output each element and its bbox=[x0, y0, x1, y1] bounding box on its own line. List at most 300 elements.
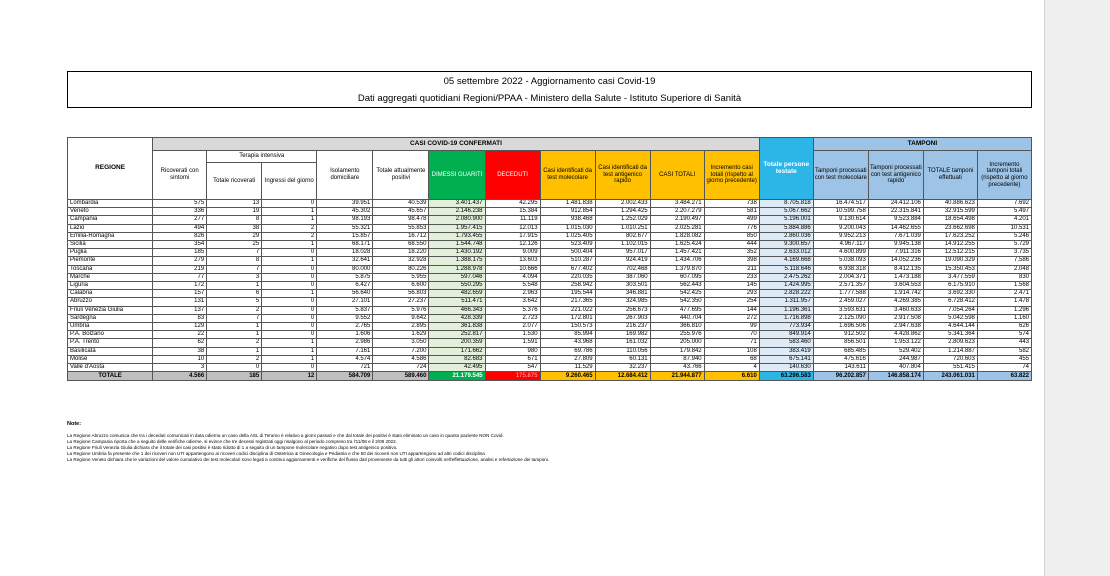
cell-tot: 562.443 bbox=[650, 282, 704, 290]
cell-pos: 6.600 bbox=[373, 282, 429, 290]
cell-t-mol: 2.571.357 bbox=[813, 282, 868, 290]
cell-t-ant: 9.945.138 bbox=[868, 241, 923, 249]
cell-isol: 9.552 bbox=[317, 314, 373, 322]
cell-ti-ing: 0 bbox=[262, 282, 317, 290]
header-casi-totali: CASI TOTALI bbox=[650, 151, 704, 200]
cell-deceduti: 671 bbox=[485, 355, 540, 363]
cell-deceduti: 9.009 bbox=[485, 249, 540, 257]
cell-t-ant: 1.953.122 bbox=[868, 339, 923, 347]
cell-t-mol: 1.696.506 bbox=[813, 323, 868, 331]
cell-ant: 60.131 bbox=[595, 355, 650, 363]
cell-inc: 850 bbox=[704, 232, 759, 240]
cell-ant: 303.501 bbox=[595, 282, 650, 290]
cell-ricoverati: 185 bbox=[153, 249, 207, 257]
cell-dimessi: 428.339 bbox=[429, 314, 485, 322]
cell-regione: Lazio bbox=[68, 224, 153, 232]
cell-deceduti: 2.077 bbox=[485, 323, 540, 331]
cell-t-ant: 24.412.106 bbox=[868, 200, 923, 208]
cell-dimessi: 550.295 bbox=[429, 282, 485, 290]
cell-dimessi: 1.288.978 bbox=[429, 265, 485, 273]
cell-mol: 69.786 bbox=[540, 347, 595, 355]
cell-regione: Campania bbox=[68, 216, 153, 224]
table-row bbox=[68, 257, 1032, 265]
cell-ti-tot: 0 bbox=[207, 364, 262, 372]
cell-deceduti: 13.603 bbox=[485, 257, 540, 265]
cell-deceduti: 10.666 bbox=[485, 265, 540, 273]
header-tamponi-totale: TOTALE tamponi effettuati bbox=[923, 151, 977, 200]
header-ti-totale: Totale ricoverati bbox=[207, 163, 262, 200]
cell-ti-ing: 0 bbox=[262, 306, 317, 314]
cell-t-inc: 74 bbox=[977, 364, 1031, 372]
cell-ricoverati: 137 bbox=[153, 306, 207, 314]
cell-dimessi: 1.544.748 bbox=[429, 241, 485, 249]
cell-t-ant: 3.460.633 bbox=[868, 306, 923, 314]
cell-t-inc: 10.531 bbox=[977, 224, 1031, 232]
cell-t-tot: 17.623.252 bbox=[923, 232, 977, 240]
cell-t-tot: 15.350.453 bbox=[923, 265, 977, 273]
cell-ti-ing: 1 bbox=[262, 290, 317, 298]
cell-ti-ing: 1 bbox=[262, 241, 317, 249]
cell-inc: 738 bbox=[704, 200, 759, 208]
cell-isol: 55.321 bbox=[317, 224, 373, 232]
cell-t-inc: 1.160 bbox=[977, 314, 1031, 322]
cell-persone: 5.067.662 bbox=[759, 208, 813, 216]
cell-t-inc: 2.048 bbox=[977, 265, 1031, 273]
cell-mol: 221.022 bbox=[540, 306, 595, 314]
total-isol: 584.709 bbox=[317, 372, 373, 381]
report-header bbox=[67, 71, 1032, 108]
cell-ti-ing: 1 bbox=[262, 355, 317, 363]
cell-t-ant: 529.402 bbox=[868, 347, 923, 355]
cell-deceduti: 15.384 bbox=[485, 208, 540, 216]
cell-t-inc: 2.471 bbox=[977, 290, 1031, 298]
total-t-inc: 63.822 bbox=[977, 372, 1031, 381]
cell-isol: 7.161 bbox=[317, 347, 373, 355]
note-line: La Regione Umbria fa presente che 1 dei ricoveri non UTI appartengono ai ricoveri codici disciplina di Ostetricia & Ginecologia e Pediatria e che 50 dei ricoveri non UTI appartengono ad altri codici disciplina bbox=[67, 451, 485, 457]
cell-t-tot: 18.654.498 bbox=[923, 216, 977, 224]
cell-persone: 140.630 bbox=[759, 364, 813, 372]
cell-ti-tot: 2 bbox=[207, 306, 262, 314]
cell-t-mol: 9.952.213 bbox=[813, 232, 868, 240]
cell-t-tot: 40.886.623 bbox=[923, 200, 977, 208]
table-row bbox=[68, 216, 1032, 224]
cell-ant: 256.673 bbox=[595, 306, 650, 314]
total-persone: 63.296.583 bbox=[759, 372, 813, 381]
cell-t-ant: 14.462.655 bbox=[868, 224, 923, 232]
cell-isol: 18.028 bbox=[317, 249, 373, 257]
cell-t-mol: 16.474.517 bbox=[813, 200, 868, 208]
cell-ti-tot: 1 bbox=[207, 331, 262, 339]
header-persone-testate: Totale persone testate bbox=[759, 138, 813, 200]
cell-pos: 45.657 bbox=[373, 208, 429, 216]
cell-pos: 32.928 bbox=[373, 257, 429, 265]
cell-pos: 5.976 bbox=[373, 306, 429, 314]
cell-ti-ing: 2 bbox=[262, 232, 317, 240]
cell-ti-tot: 3 bbox=[207, 273, 262, 281]
viewer-side-panel bbox=[1044, 0, 1110, 576]
cell-pos: 2.895 bbox=[373, 323, 429, 331]
table-row bbox=[68, 298, 1032, 306]
table-row bbox=[68, 314, 1032, 322]
total-ti-tot: 185 bbox=[207, 372, 262, 381]
cell-deceduti: 5.376 bbox=[485, 306, 540, 314]
cell-ti-ing: 0 bbox=[262, 298, 317, 306]
cell-t-ant: 244.987 bbox=[868, 355, 923, 363]
cell-inc: 144 bbox=[704, 306, 759, 314]
cell-isol: 39.951 bbox=[317, 200, 373, 208]
cell-ti-ing: 0 bbox=[262, 323, 317, 331]
cell-t-mol: 4.600.899 bbox=[813, 249, 868, 257]
cell-t-mol: 2.459.027 bbox=[813, 298, 868, 306]
note-line: La Regione Veneto dichiara che le variazioni del valore cumulativo dei test molecolari sono legati a continui aggiornamenti e verifiche del flusso dati proveniente da tutti gli attori coinvolti nell'effettuazione, analisi e refertazione dei tamponi. bbox=[67, 457, 550, 463]
cell-deceduti: 2.963 bbox=[485, 290, 540, 298]
cell-ti-tot: 7 bbox=[207, 314, 262, 322]
cell-mol: 912.854 bbox=[540, 208, 595, 216]
cell-t-tot: 14.912.255 bbox=[923, 241, 977, 249]
cell-regione: Toscana bbox=[68, 265, 153, 273]
cell-regione: Valle d'Aosta bbox=[68, 364, 153, 372]
cell-isol: 5.875 bbox=[317, 273, 373, 281]
cell-tot: 366.810 bbox=[650, 323, 704, 331]
cell-persone: 383.419 bbox=[759, 347, 813, 355]
cell-ricoverati: 38 bbox=[153, 347, 207, 355]
header-incremento: Incremento casi totali (rispetto al giorno precedente) bbox=[704, 151, 759, 200]
cell-t-ant: 1.473.188 bbox=[868, 273, 923, 281]
cell-mol: 195.544 bbox=[540, 290, 595, 298]
table-row bbox=[68, 232, 1032, 240]
cell-isol: 98.193 bbox=[317, 216, 373, 224]
cell-persone: 1.196.361 bbox=[759, 306, 813, 314]
cell-persone: 583.460 bbox=[759, 339, 813, 347]
cell-ti-ing: 0 bbox=[262, 273, 317, 281]
total-t-mol: 96.202.857 bbox=[813, 372, 868, 381]
cell-ti-tot: 38 bbox=[207, 224, 262, 232]
cell-ti-ing: 1 bbox=[262, 216, 317, 224]
cell-tot: 542.350 bbox=[650, 298, 704, 306]
cell-persone: 9.300.657 bbox=[759, 241, 813, 249]
table-row bbox=[68, 241, 1032, 249]
cell-t-mol: 6.938.318 bbox=[813, 265, 868, 273]
cell-isol: 15.857 bbox=[317, 232, 373, 240]
cell-ricoverati: 10 bbox=[153, 355, 207, 363]
cell-pos: 55.853 bbox=[373, 224, 429, 232]
cell-ti-tot: 2 bbox=[207, 355, 262, 363]
cell-ant: 924.419 bbox=[595, 257, 650, 265]
cell-dimessi: 597.046 bbox=[429, 273, 485, 281]
table-row bbox=[68, 323, 1032, 331]
cell-isol: 45.302 bbox=[317, 208, 373, 216]
cell-dimessi: 252.817 bbox=[429, 331, 485, 339]
total-ti-ing: 12 bbox=[262, 372, 317, 381]
cell-inc: 71 bbox=[704, 339, 759, 347]
total-regione: TOTALE bbox=[68, 372, 153, 381]
cell-ricoverati: 83 bbox=[153, 314, 207, 322]
header-casi-molecolare: Casi identificati da test molecolare bbox=[540, 151, 595, 200]
cell-t-tot: 5.341.364 bbox=[923, 331, 977, 339]
cell-ricoverati: 129 bbox=[153, 323, 207, 331]
cell-t-inc: 5.729 bbox=[977, 241, 1031, 249]
cell-ti-ing: 1 bbox=[262, 347, 317, 355]
cell-isol: 6.427 bbox=[317, 282, 373, 290]
cell-ti-ing: 0 bbox=[262, 364, 317, 372]
cell-t-tot: 3.477.559 bbox=[923, 273, 977, 281]
cell-t-inc: 3.735 bbox=[977, 249, 1031, 257]
table-row bbox=[68, 306, 1032, 314]
cell-regione: Puglia bbox=[68, 249, 153, 257]
total-ricoverati: 4.566 bbox=[153, 372, 207, 381]
cell-isol: 56.640 bbox=[317, 290, 373, 298]
cell-mol: 11.529 bbox=[540, 364, 595, 372]
cell-ant: 346.881 bbox=[595, 290, 650, 298]
cell-tot: 205.000 bbox=[650, 339, 704, 347]
cell-t-tot: 12.512.215 bbox=[923, 249, 977, 257]
cell-t-inc: 5.497 bbox=[977, 208, 1031, 216]
cell-mol: 1.015.030 bbox=[540, 224, 595, 232]
cell-pos: 18.220 bbox=[373, 249, 429, 257]
cell-t-mol: 1.777.588 bbox=[813, 290, 868, 298]
cell-tot: 3.484.271 bbox=[650, 200, 704, 208]
cell-t-inc: 830 bbox=[977, 273, 1031, 281]
cell-persone: 773.934 bbox=[759, 323, 813, 331]
total-t-tot: 243.061.031 bbox=[923, 372, 977, 381]
cell-inc: 293 bbox=[704, 290, 759, 298]
cell-t-tot: 23.662.698 bbox=[923, 224, 977, 232]
cell-tot: 1.457.421 bbox=[650, 249, 704, 257]
cell-t-ant: 3.604.553 bbox=[868, 282, 923, 290]
cell-isol: 1.606 bbox=[317, 331, 373, 339]
header-isolamento: Isolamento domiciliare bbox=[317, 151, 373, 200]
cell-ant: 216.237 bbox=[595, 323, 650, 331]
cell-ant: 110.056 bbox=[595, 347, 650, 355]
cell-t-inc: 1.568 bbox=[977, 282, 1031, 290]
cell-ti-tot: 8 bbox=[207, 257, 262, 265]
cell-t-ant: 7.671.039 bbox=[868, 232, 923, 240]
cell-tot: 1.828.082 bbox=[650, 232, 704, 240]
cell-pos: 56.803 bbox=[373, 290, 429, 298]
cell-ricoverati: 494 bbox=[153, 224, 207, 232]
cell-isol: 4.574 bbox=[317, 355, 373, 363]
header-ti-ingressi: Ingressi del giorno bbox=[262, 163, 317, 200]
cell-mol: 1.481.838 bbox=[540, 200, 595, 208]
cell-t-ant: 2.917.508 bbox=[868, 314, 923, 322]
cell-ricoverati: 22 bbox=[153, 331, 207, 339]
note-line: La Regione Friuli Venezia Giulia dichiara che il totale dei casi positivi è stato ridotto di 1 a seguito di un tampone molecolare negativo dopo test antigenico positivo. bbox=[67, 445, 398, 451]
cell-ti-tot: 7 bbox=[207, 265, 262, 273]
cell-ti-tot: 19 bbox=[207, 208, 262, 216]
cell-t-inc: 574 bbox=[977, 331, 1031, 339]
cell-dimessi: 1.793.455 bbox=[429, 232, 485, 240]
cell-t-tot: 6.175.910 bbox=[923, 282, 977, 290]
cell-tot: 2.190.497 bbox=[650, 216, 704, 224]
cell-t-ant: 4.269.385 bbox=[868, 298, 923, 306]
cell-t-mol: 2.125.090 bbox=[813, 314, 868, 322]
report-subtitle: Dati aggregati quotidiani Regioni/PPAA - Ministero della Salute - Istituto Superiore di Sanità bbox=[357, 93, 742, 104]
cell-ricoverati: 77 bbox=[153, 273, 207, 281]
cell-t-mol: 9.130.614 bbox=[813, 216, 868, 224]
cell-pos: 16.712 bbox=[373, 232, 429, 240]
cell-ant: 1.294.425 bbox=[595, 208, 650, 216]
cell-persone: 849.914 bbox=[759, 331, 813, 339]
cell-t-inc: 1.478 bbox=[977, 298, 1031, 306]
cell-pos: 9.642 bbox=[373, 314, 429, 322]
cell-ti-tot: 1 bbox=[207, 323, 262, 331]
cell-pos: 4.586 bbox=[373, 355, 429, 363]
cell-t-inc: 7.586 bbox=[977, 257, 1031, 265]
cell-inc: 4 bbox=[704, 364, 759, 372]
table-row bbox=[68, 200, 1032, 208]
header-positivi: Totale attualmente positivi bbox=[373, 151, 429, 200]
cell-inc: 70 bbox=[704, 331, 759, 339]
table-row bbox=[68, 364, 1032, 372]
header-ricoverati: Ricoverati con sintomi bbox=[153, 151, 207, 200]
cell-persone: 1.424.995 bbox=[759, 282, 813, 290]
header-tamponi-molecolare: Tamponi processati con test molecolare bbox=[813, 151, 868, 200]
cell-ti-ing: 0 bbox=[262, 265, 317, 273]
cell-dimessi: 511.471 bbox=[429, 298, 485, 306]
group-tamponi: TAMPONI bbox=[813, 138, 1031, 151]
cell-dimessi: 200.359 bbox=[429, 339, 485, 347]
cell-ant: 702.468 bbox=[595, 265, 650, 273]
cell-ricoverati: 336 bbox=[153, 208, 207, 216]
table-row bbox=[68, 331, 1032, 339]
note-line: La Regione Abruzzo comunica che tra i deceduti comunicati in data odierna un caso della ASL di Teramo è relativo a giorni passati e che dal totale dei positivi è stato eliminato un caso in quanto paziente NON Covid. bbox=[67, 433, 504, 439]
cell-tot: 87.940 bbox=[650, 355, 704, 363]
cell-ti-tot: 29 bbox=[207, 232, 262, 240]
cell-dimessi: 1.430.192 bbox=[429, 249, 485, 257]
cell-t-mol: 685.485 bbox=[813, 347, 868, 355]
notes-list bbox=[67, 433, 967, 463]
cell-t-tot: 3.692.330 bbox=[923, 290, 977, 298]
cell-tot: 477.695 bbox=[650, 306, 704, 314]
table-body bbox=[68, 200, 1032, 381]
cell-regione: Marche bbox=[68, 273, 153, 281]
cell-ti-ing: 0 bbox=[262, 249, 317, 257]
total-dimessi: 21.179.545 bbox=[429, 372, 485, 381]
cell-ant: 387.060 bbox=[595, 273, 650, 281]
cell-ricoverati: 219 bbox=[153, 265, 207, 273]
cell-inc: 444 bbox=[704, 241, 759, 249]
cell-t-mol: 912.502 bbox=[813, 331, 868, 339]
cell-dimessi: 3.401.437 bbox=[429, 200, 485, 208]
table-row bbox=[68, 265, 1032, 273]
table-row bbox=[68, 249, 1032, 257]
cell-persone: 5.196.001 bbox=[759, 216, 813, 224]
cell-ricoverati: 826 bbox=[153, 232, 207, 240]
cell-ti-ing: 0 bbox=[262, 314, 317, 322]
table-row bbox=[68, 224, 1032, 232]
cell-t-ant: 8.412.135 bbox=[868, 265, 923, 273]
cell-ti-tot: 1 bbox=[207, 347, 262, 355]
cell-t-tot: 7.054.264 bbox=[923, 306, 977, 314]
cell-ant: 161.032 bbox=[595, 339, 650, 347]
total-tot: 21.944.877 bbox=[650, 372, 704, 381]
group-casi-confermati: CASI COVID-19 CONFERMATI bbox=[153, 138, 760, 151]
cell-tot: 43.766 bbox=[650, 364, 704, 372]
cell-dimessi: 361.838 bbox=[429, 323, 485, 331]
cell-tot: 2.025.281 bbox=[650, 224, 704, 232]
cell-inc: 108 bbox=[704, 347, 759, 355]
header-tamponi-antigenico: Tamponi processati con test antigenico rapido bbox=[868, 151, 923, 200]
cell-mol: 677.402 bbox=[540, 265, 595, 273]
report-title: 05 settembre 2022 - Aggiornamento casi Covid-19 bbox=[443, 76, 656, 87]
cell-t-tot: 4.644.144 bbox=[923, 323, 977, 331]
cell-ricoverati: 62 bbox=[153, 339, 207, 347]
cell-inc: 211 bbox=[704, 265, 759, 273]
cell-deceduti: 1.591 bbox=[485, 339, 540, 347]
cell-t-mol: 4.967.117 bbox=[813, 241, 868, 249]
cell-ti-ing: 1 bbox=[262, 208, 317, 216]
cell-ti-tot: 2 bbox=[207, 339, 262, 347]
cell-deceduti: 3.642 bbox=[485, 298, 540, 306]
cell-regione: Abruzzo bbox=[68, 298, 153, 306]
cell-regione: Molise bbox=[68, 355, 153, 363]
cell-deceduti: 4.094 bbox=[485, 273, 540, 281]
cell-t-inc: 582 bbox=[977, 347, 1031, 355]
header-tamponi-incremento: Incremento tamponi totali (rispetto al giorno precedente) bbox=[977, 151, 1031, 200]
cell-ti-tot: 5 bbox=[207, 298, 262, 306]
cell-pos: 98.478 bbox=[373, 216, 429, 224]
cell-mol: 27.809 bbox=[540, 355, 595, 363]
cell-ricoverati: 131 bbox=[153, 298, 207, 306]
cell-t-mol: 475.616 bbox=[813, 355, 868, 363]
cell-ti-tot: 8 bbox=[207, 216, 262, 224]
cell-tot: 542.425 bbox=[650, 290, 704, 298]
cell-persone: 2.475.262 bbox=[759, 273, 813, 281]
cell-t-tot: 5.042.598 bbox=[923, 314, 977, 322]
table-row bbox=[68, 355, 1032, 363]
cell-regione: Liguria bbox=[68, 282, 153, 290]
cell-persone: 675.141 bbox=[759, 355, 813, 363]
cell-isol: 27.101 bbox=[317, 298, 373, 306]
cell-ant: 1.102.015 bbox=[595, 241, 650, 249]
cell-t-ant: 4.428.862 bbox=[868, 331, 923, 339]
cell-dimessi: 482.659 bbox=[429, 290, 485, 298]
cell-ricoverati: 575 bbox=[153, 200, 207, 208]
cell-ant: 957.017 bbox=[595, 249, 650, 257]
cell-mol: 217.365 bbox=[540, 298, 595, 306]
cell-persone: 1.311.957 bbox=[759, 298, 813, 306]
cell-ant: 267.903 bbox=[595, 314, 650, 322]
cell-inc: 145 bbox=[704, 282, 759, 290]
cell-t-mol: 2.004.371 bbox=[813, 273, 868, 281]
cell-t-ant: 14.052.236 bbox=[868, 257, 923, 265]
cell-inc: 233 bbox=[704, 273, 759, 281]
total-ant: 12.684.412 bbox=[595, 372, 650, 381]
notes-section bbox=[67, 421, 967, 464]
cell-t-tot: 720.603 bbox=[923, 355, 977, 363]
cell-tot: 1.625.424 bbox=[650, 241, 704, 249]
cell-t-mol: 3.593.631 bbox=[813, 306, 868, 314]
cell-ricoverati: 279 bbox=[153, 257, 207, 265]
cell-t-inc: 7.692 bbox=[977, 200, 1031, 208]
cell-tot: 179.842 bbox=[650, 347, 704, 355]
cell-persone: 2.860.036 bbox=[759, 232, 813, 240]
cell-regione: Calabria bbox=[68, 290, 153, 298]
cell-tot: 607.095 bbox=[650, 273, 704, 281]
cell-t-mol: 9.200.043 bbox=[813, 224, 868, 232]
cell-ricoverati: 354 bbox=[153, 241, 207, 249]
cell-t-ant: 407.804 bbox=[868, 364, 923, 372]
cell-pos: 724 bbox=[373, 364, 429, 372]
table-total-row bbox=[68, 372, 1032, 381]
cell-dimessi: 2.146.238 bbox=[429, 208, 485, 216]
cell-ti-tot: 1 bbox=[207, 282, 262, 290]
cell-ant: 1.252.029 bbox=[595, 216, 650, 224]
table-row bbox=[68, 339, 1032, 347]
cell-pos: 5.955 bbox=[373, 273, 429, 281]
total-deceduti: 175.875 bbox=[485, 372, 540, 381]
table-row bbox=[68, 273, 1032, 281]
